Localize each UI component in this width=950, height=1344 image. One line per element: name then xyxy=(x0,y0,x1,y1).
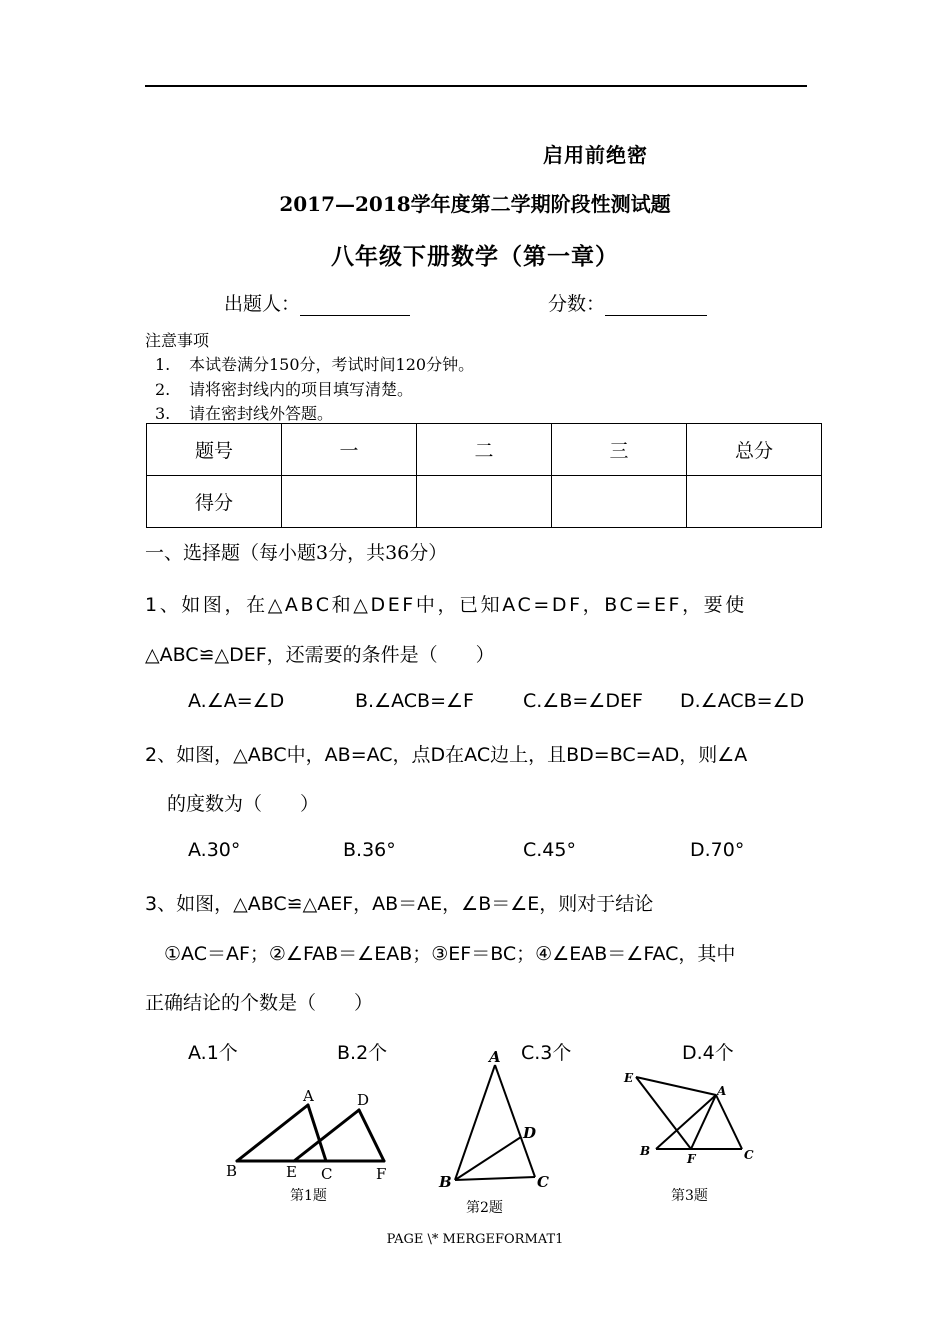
fig1-caption: 第1题 xyxy=(290,1188,327,1204)
q1-line1: 1、如图，在△ABC和△DEF中，已知AC=DF，BC=EF，要使 xyxy=(145,594,747,616)
notice-text: 请将密封线内的项目填写清楚。 xyxy=(189,380,414,399)
q3-line3: 正确结论的个数是（ ） xyxy=(145,992,374,1014)
q2-option-b[interactable]: B.36° xyxy=(343,839,396,861)
q2-line1: 2、如图，△ABC中，AB=AC，点D在AC边上，且BD=BC=AD，则∠A xyxy=(145,744,748,766)
notice-item xyxy=(155,352,474,375)
score-cell[interactable] xyxy=(417,476,552,528)
notice-text: 本试卷满分150分，考试时间120分钟。 xyxy=(189,355,475,374)
fig1-label: E xyxy=(286,1163,297,1181)
notice-num: 3. xyxy=(155,404,171,423)
fig1-label: F xyxy=(376,1165,387,1183)
fig1-side-ba xyxy=(237,1105,308,1161)
q2-line2: 的度数为（ ） xyxy=(167,793,320,815)
secret-label: 启用前绝密 xyxy=(543,143,648,167)
q3-option-c[interactable]: C.3个 xyxy=(521,1042,572,1064)
fig1-side-df xyxy=(359,1110,384,1161)
exam-title: 2017—2018学年度第二学期阶段性测试题 xyxy=(279,192,671,216)
table-header-cell: 题号 xyxy=(147,424,282,476)
fig2-label: C xyxy=(537,1173,549,1191)
figure-3 xyxy=(618,1062,763,1172)
figure-2 xyxy=(435,1045,560,1195)
fig3-label: A xyxy=(717,1084,727,1098)
fig2-side-ab xyxy=(455,1065,495,1180)
fig1-label: D xyxy=(357,1091,370,1109)
fig2-label: D xyxy=(523,1124,537,1142)
figure-1 xyxy=(222,1085,402,1185)
q1-option-a[interactable]: A.∠A=∠D xyxy=(188,690,285,712)
score-cell[interactable] xyxy=(552,476,687,528)
score-table xyxy=(146,423,822,528)
author-blank[interactable] xyxy=(300,295,410,316)
q3-option-a[interactable]: A.1个 xyxy=(188,1042,238,1064)
author-field xyxy=(224,289,410,316)
q3-option-b[interactable]: B.2个 xyxy=(337,1042,388,1064)
fig3-side-af xyxy=(691,1095,716,1149)
score-label: 分数： xyxy=(548,293,606,315)
notice-text: 请在密封线外答题。 xyxy=(189,404,334,423)
author-label: 出题人： xyxy=(224,293,301,315)
q2-option-a[interactable]: A.30° xyxy=(188,839,241,861)
fig2-label: A xyxy=(489,1048,501,1066)
q1-option-c[interactable]: C.∠B=∠DEF xyxy=(523,690,643,712)
q2-option-c[interactable]: C.45° xyxy=(523,839,576,861)
q1-line2: △ABC≌△DEF，还需要的条件是（ ） xyxy=(145,644,495,666)
table-header-cell: 三 xyxy=(552,424,687,476)
header-rule xyxy=(145,85,807,87)
table-row-label: 得分 xyxy=(147,476,282,528)
q3-line2: ①AC＝AF；②∠FAB＝∠EAB；③EF＝BC；④∠EAB＝∠FAC，其中 xyxy=(164,943,736,965)
fig3-label: E xyxy=(624,1071,634,1085)
fig2-side-ac xyxy=(495,1065,535,1177)
q3-option-d[interactable]: D.4个 xyxy=(682,1042,734,1064)
notice-num: 2. xyxy=(155,380,171,399)
fig2-caption: 第2题 xyxy=(466,1200,503,1216)
section1-title: 一、选择题（每小题3分，共36分） xyxy=(145,542,448,564)
q2-option-d[interactable]: D.70° xyxy=(690,839,745,861)
fig3-label: B xyxy=(640,1144,651,1158)
table-header-cell: 二 xyxy=(417,424,552,476)
q1-option-d[interactable]: D.∠ACB=∠D xyxy=(680,690,805,712)
table-row xyxy=(147,476,822,528)
score-cell[interactable] xyxy=(687,476,822,528)
notice-title: 注意事项 xyxy=(145,331,210,350)
fig2-side-bc xyxy=(455,1177,535,1180)
fig1-label: C xyxy=(321,1165,333,1183)
fig3-side-ac xyxy=(716,1095,742,1149)
fig2-segment-bd xyxy=(455,1137,521,1180)
fig1-label: B xyxy=(226,1162,238,1180)
fig3-label: F xyxy=(687,1152,696,1166)
subject-title: 八年级下册数学（第一章） xyxy=(331,243,619,270)
notice-num: 1. xyxy=(155,355,171,374)
fig1-side-ed xyxy=(294,1110,359,1161)
fig1-label: A xyxy=(303,1087,314,1105)
q3-line1: 3、如图，△ABC≌△AEF，AB＝AE，∠B＝∠E，则对于结论 xyxy=(145,893,654,915)
notice-item xyxy=(155,377,413,400)
table-header-cell: 一 xyxy=(282,424,417,476)
table-header-cell: 总分 xyxy=(687,424,822,476)
page-footer: PAGE \* MERGEFORMAT1 xyxy=(386,1232,564,1247)
score-blank[interactable] xyxy=(605,295,707,316)
fig2-label: B xyxy=(439,1173,452,1191)
q1-option-b[interactable]: B.∠ACB=∠F xyxy=(355,690,474,712)
table-row xyxy=(147,424,822,476)
fig3-caption: 第3题 xyxy=(671,1188,708,1204)
score-field xyxy=(548,289,707,316)
score-cell[interactable] xyxy=(282,476,417,528)
notice-item xyxy=(155,401,333,424)
fig3-label: C xyxy=(744,1148,754,1162)
fig1-side-ac xyxy=(308,1105,326,1161)
